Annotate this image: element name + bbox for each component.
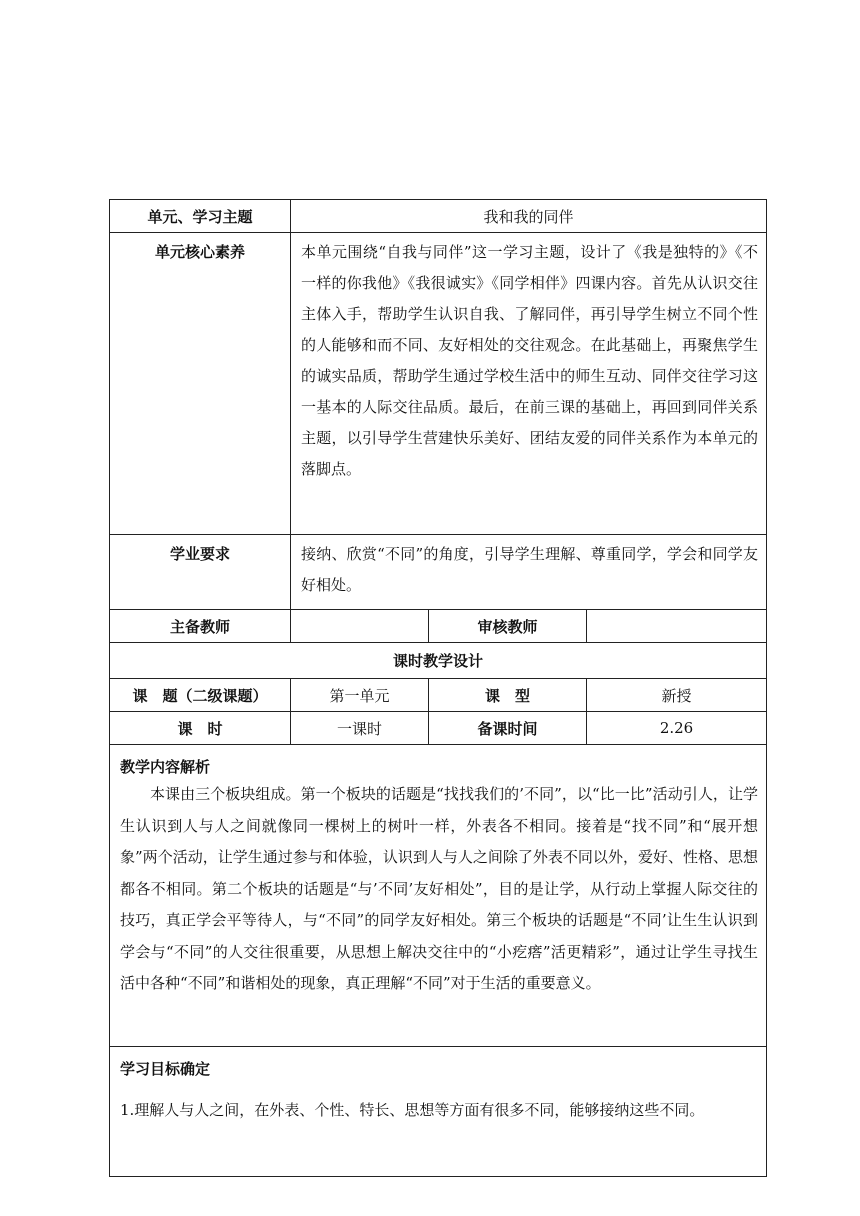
content-analysis-heading: 教学内容解析	[120, 758, 211, 776]
lesson-plan-page	[109, 199, 766, 1177]
review-teacher-value	[587, 610, 767, 643]
row-topic	[110, 679, 767, 712]
learning-goals-cell	[110, 1047, 767, 1177]
row-content-analysis	[110, 745, 767, 1047]
row-core-literacy	[110, 233, 767, 535]
topic-label: 课 题（二级课题）	[110, 679, 291, 712]
prep-time-value: 2.26	[587, 712, 767, 745]
period-label: 课 时	[110, 712, 291, 745]
academic-requirement-label: 学业要求	[110, 535, 291, 610]
content-analysis-cell	[110, 745, 767, 1047]
learning-goal-item-1: 1.理解人与人之间，在外表、个性、特长、思想等方面有很多不同，能够接纳这些不同。	[120, 1101, 705, 1119]
lead-teacher-label: 主备教师	[110, 610, 291, 643]
core-literacy-label: 单元核心素养	[110, 233, 291, 535]
topic-value: 第一单元	[291, 679, 429, 712]
row-academic-requirement	[110, 535, 767, 610]
period-value: 一课时	[291, 712, 429, 745]
core-literacy-text: 本单元围绕“自我与同伴”这一学习主题，设计了《我是独特的》《不一样的你我他》《我很诚实》《同学相伴》四课内容。首先从认识交往主体入手，帮助学生认识自我、了解同伴，再引导学生树立不同个性的人能够和而不同、友好相处的交往观念。在此基础上，再聚焦学生的诚实品质，帮助学生通过学校生活中的师生互动、同伴交往学习这一基本的人际交往品质。最后，在前三课的基础上，再回到同伴关系主题，以引导学生营建快乐美好、团结友爱的同伴关系作为本单元的落脚点。	[291, 233, 767, 535]
lesson-type-value: 新授	[587, 679, 767, 712]
lesson-plan-table	[109, 199, 767, 1177]
content-analysis-text: 本课由三个板块组成。第一个板块的话题是“找找我们的’不同”，以“比一比”活动引人，让学生认识到人与人之间就像同一棵树上的树叶一样，外表各不相同。接着是“找不同”和“展开想象”两个活动，让学生通过参与和体验，认识到人与人之间除了外表不同以外，爱好、性格、思想都各不相同。第二个板块的话题是“与’不同’友好相处”，目的是让学，从行动上掌握人际交往的技巧，真正学会平等待人，与“不同”的同学友好相处。第三个板块的话题是“不同’让生生认识到学会与“不同”的人交往很重要，从思想上解决交往中的“小疙瘩”活更精彩”，通过让学生寻找生活中各种“不同”和谐相处的现象，真正理解“不同”对于生活的重要意义。	[120, 785, 759, 992]
row-unit-theme	[110, 200, 767, 233]
section-title: 课时教学设计	[110, 643, 767, 679]
learning-goals-heading: 学习目标确定	[120, 1060, 211, 1078]
lesson-type-label: 课 型	[429, 679, 587, 712]
row-section-title	[110, 643, 767, 679]
academic-requirement-text: 接纳、欣赏“不同”的角度，引导学生理解、尊重同学，学会和同学友好相处。	[291, 535, 767, 610]
row-period	[110, 712, 767, 745]
row-learning-goals	[110, 1047, 767, 1177]
review-teacher-label: 审核教师	[429, 610, 587, 643]
row-teachers	[110, 610, 767, 643]
unit-theme-value: 我和我的同伴	[291, 200, 767, 233]
prep-time-label: 备课时间	[429, 712, 587, 745]
lead-teacher-value	[291, 610, 429, 643]
unit-theme-label: 单元、学习主题	[110, 200, 291, 233]
